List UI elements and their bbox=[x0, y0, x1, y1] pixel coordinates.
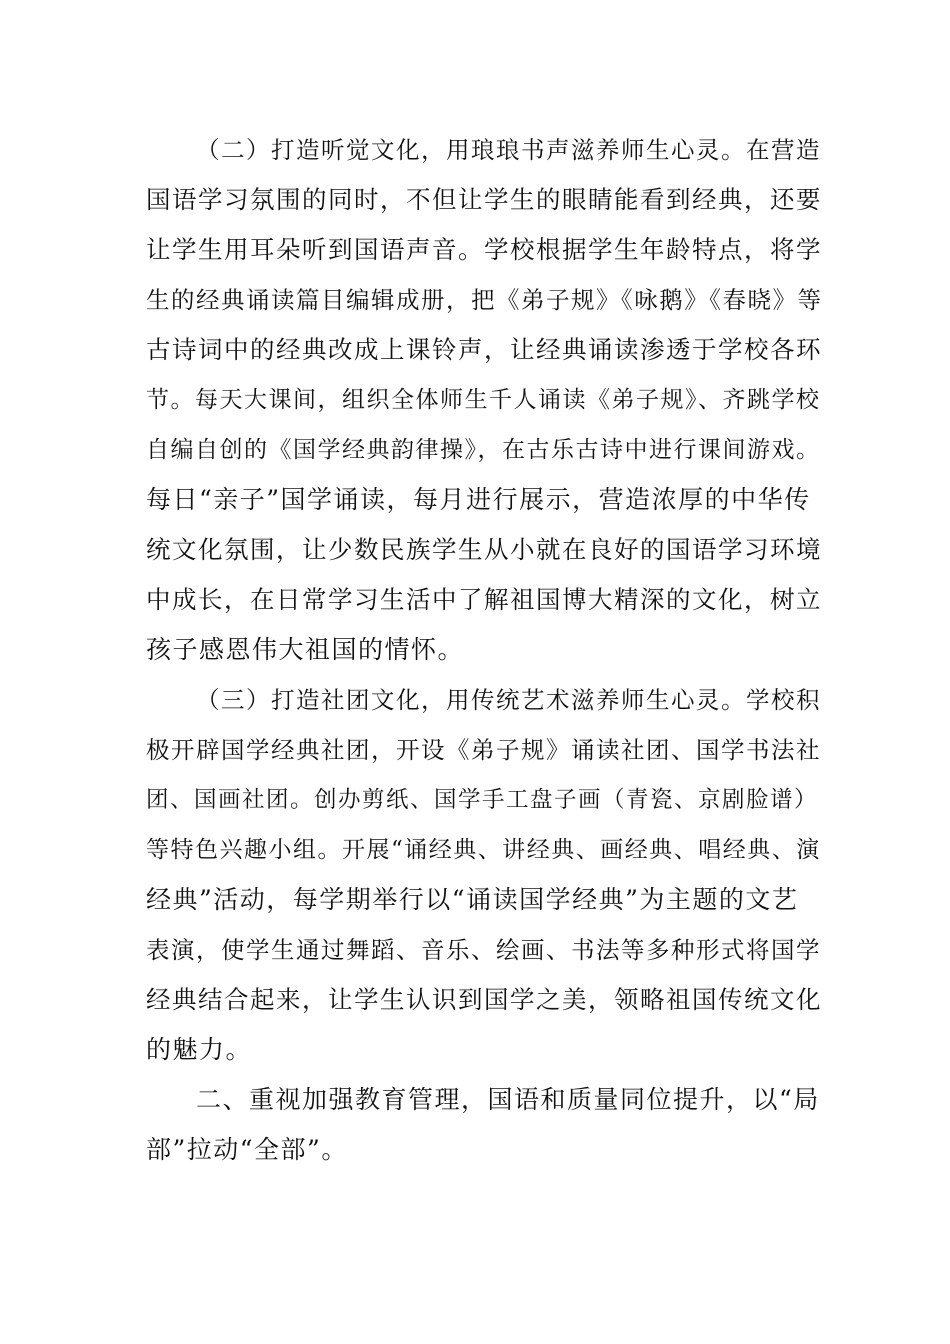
text-line: 部”拉动“全部”。 bbox=[146, 1135, 348, 1164]
text-line: 每日“亲子”国学诵读，每月进行展示，营造浓厚的中华传 bbox=[146, 485, 811, 514]
text-line: 生的经典诵读篇目编辑成册，把《弟子规》《咏鹅》《春晓》等 bbox=[146, 286, 823, 314]
text-line: 二、重视加强教育管理，国语和质量同位提升，以“局 bbox=[196, 1085, 820, 1114]
text-line: 统文化氛围，让少数民族学生从小就在良好的国语学习环境 bbox=[146, 535, 822, 564]
text-line: 自编自创的《国学经典韵律操》，在古乐古诗中进行课间游戏。 bbox=[146, 437, 821, 463]
text-line: 古诗词中的经典改成上课铃声，让经典诵读渗透于学校各环 bbox=[146, 335, 822, 364]
text-line: 的魅力。 bbox=[146, 1035, 253, 1064]
text-line: （三）打造社团文化，用传统艺术滋养师生心灵。学校积 bbox=[196, 686, 821, 714]
text-line: 中成长，在日常学习生活中了解祖国博大精深的文化，树立 bbox=[146, 585, 822, 614]
text-line: 经典结合起来，让学生认识到国学之美，领略祖国传统文化 bbox=[146, 985, 822, 1014]
text-line: 团、国画社团。创办剪纸、国学手工盘子画（青瓷、京剧脸谱） bbox=[146, 787, 819, 813]
text-line: 孩子感恩伟大祖国的情怀。 bbox=[146, 635, 465, 664]
text-line: 节。每天大课间，组织全体师生千人诵读《弟子规》、齐跳学校 bbox=[146, 387, 821, 413]
text-line: 国语学习氛围的同时，不但让学生的眼睛能看到经典，还要 bbox=[146, 185, 822, 214]
text-line: 表演，使学生通过舞蹈、音乐、绘画、书法等多种形式将国学 bbox=[146, 936, 821, 964]
text-line: （二）打造听觉文化，用琅琅书声滋养师生心灵。在营造 bbox=[196, 136, 821, 164]
text-line: 让学生用耳朵听到国语声音。学校根据学生年龄特点，将学 bbox=[146, 235, 822, 264]
text-line: 等特色兴趣小组。开展“诵经典、讲经典、画经典、唱经典、演 bbox=[146, 837, 821, 863]
text-line: 极开辟国学经典社团，开设《弟子规》诵读社团、国学书法社 bbox=[146, 736, 821, 764]
text-line: 经典”活动，每学期举行以“诵读国学经典”为主题的文艺 bbox=[146, 885, 799, 914]
